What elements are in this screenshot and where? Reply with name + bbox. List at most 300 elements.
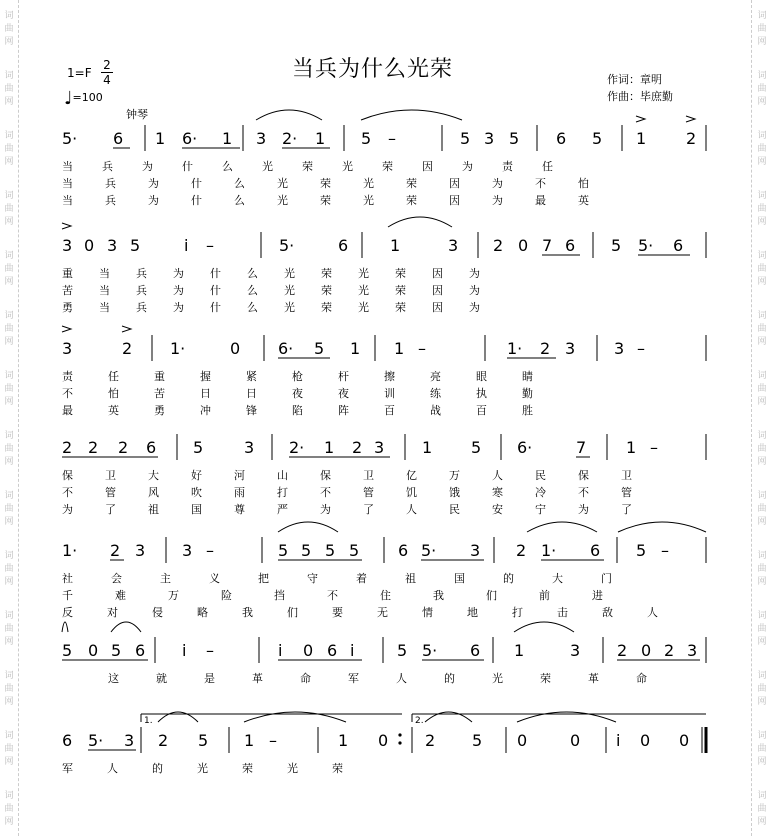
jianpu-note: 2: [540, 339, 551, 358]
jianpu-note: 3: [135, 541, 146, 560]
lyric-char: 日: [200, 387, 211, 400]
lyric-char: 为: [469, 284, 480, 297]
lyric-char: 光: [277, 194, 288, 207]
jianpu-note: 5: [130, 236, 141, 255]
watermark-glyph: 词: [4, 191, 14, 201]
lyric-char: 握: [200, 370, 211, 383]
watermark-glyph: 词: [757, 191, 767, 201]
lyric-char: 么: [234, 194, 245, 207]
lyric-char: 什: [210, 284, 221, 297]
jianpu-note: 5·: [638, 236, 654, 255]
jianpu-note: 6·: [182, 129, 198, 148]
lyric-char: 陷: [292, 404, 303, 417]
lyric-char: 荣: [242, 762, 253, 775]
jianpu-note: 5: [198, 731, 209, 750]
lyric-char: 主: [160, 572, 171, 585]
quarter-note-icon: ♩: [64, 88, 73, 109]
lyric-char: 为: [173, 267, 184, 280]
lyric-char: 兵: [105, 177, 116, 190]
watermark-glyph: 网: [4, 517, 14, 527]
lyric-char: 什: [191, 194, 202, 207]
time-signature-top: 2: [103, 58, 111, 72]
jianpu-note: 3: [448, 236, 459, 255]
repeat-dot: [398, 733, 401, 736]
lyric-char: 山: [277, 469, 288, 482]
watermark-glyph: 网: [4, 757, 14, 767]
lyric-char: 责: [62, 370, 73, 383]
lyric-char: 雨: [234, 486, 245, 499]
jianpu-note: –: [206, 641, 214, 660]
watermark-glyph: 词: [757, 71, 767, 81]
jianpu-note: i: [278, 641, 283, 660]
lyric-char: 亿: [406, 469, 417, 482]
jianpu-note: –: [388, 129, 396, 148]
lyric-char: 民: [449, 503, 460, 516]
watermark-glyph: 词: [4, 371, 14, 381]
lyric-char: 荣: [321, 267, 332, 280]
lyric-char: 略: [197, 606, 208, 619]
lyric-char: 紧: [246, 370, 257, 383]
jianpu-note: 2: [122, 339, 133, 358]
watermark-glyph: 词: [4, 791, 14, 801]
lyric-char: 情: [422, 606, 433, 619]
lyric-char: 光: [284, 267, 295, 280]
lyric-char: 命: [636, 672, 647, 685]
lyric-char: 人: [107, 762, 118, 775]
jianpu-note: 1: [315, 129, 326, 148]
accent-mark: [62, 326, 71, 332]
key-signature: 1=F: [67, 66, 92, 80]
watermark-glyph: 曲: [757, 384, 767, 394]
lyric-char: 夜: [292, 387, 303, 400]
lyric-char: 为: [173, 301, 184, 314]
lyric-char: 千: [62, 589, 73, 602]
lyric-char: 亮: [430, 370, 441, 383]
jianpu-note: 6: [590, 541, 601, 560]
lyric-char: 严: [277, 503, 288, 516]
composer: 作曲：毕庶勤: [607, 90, 673, 103]
lyric-char: 军: [62, 762, 73, 775]
lyric-char: 了: [105, 503, 116, 516]
lyric-char: 荣: [382, 160, 393, 173]
jianpu-note: i: [184, 236, 189, 255]
lyric-char: 卫: [621, 469, 632, 482]
jianpu-note: 5: [460, 129, 471, 148]
lyric-char: 国: [191, 503, 202, 516]
watermark-glyph: 词: [4, 731, 14, 741]
lyric-char: 的: [503, 572, 514, 585]
lyric-char: 们: [287, 606, 298, 619]
lyric-char: 就: [156, 672, 167, 685]
jianpu-note: 5: [193, 438, 204, 457]
lyric-char: 人: [406, 503, 417, 516]
lyric-char: 苦: [154, 387, 165, 400]
lyric-char: 阵: [338, 404, 349, 417]
watermark-glyph: 网: [4, 337, 14, 347]
jianpu-note: 2: [352, 438, 363, 457]
lyric-char: 难: [115, 589, 126, 602]
jianpu-note: 2: [493, 236, 504, 255]
watermark-glyph: 网: [4, 37, 14, 47]
jianpu-note: 5·: [62, 129, 78, 148]
lyric-char: 大: [148, 469, 159, 482]
watermark-glyph: 网: [757, 337, 767, 347]
jianpu-note: 1·: [170, 339, 186, 358]
lyric-char: 大: [552, 572, 563, 585]
lyric-char: 勇: [62, 301, 73, 314]
lyric-char: 光: [287, 762, 298, 775]
watermark-glyph: 网: [757, 397, 767, 407]
jianpu-note: 5: [349, 541, 360, 560]
jianpu-note: 2: [664, 641, 675, 660]
jianpu-note: 5·: [88, 731, 104, 750]
lyric-char: 不: [578, 486, 589, 499]
lyric-char: 当: [62, 194, 73, 207]
jianpu-note: 1: [390, 236, 401, 255]
lyric-char: 什: [191, 177, 202, 190]
jianpu-note: –: [418, 339, 426, 358]
watermark-glyph: 词: [757, 431, 767, 441]
watermark-glyph: 网: [4, 277, 14, 287]
watermark-glyph: 网: [757, 577, 767, 587]
watermark-glyph: 网: [757, 697, 767, 707]
watermark-glyph: 曲: [4, 504, 14, 514]
lyric-char: 荣: [320, 194, 331, 207]
lyric-char: 荣: [321, 301, 332, 314]
lyric-char: 最: [62, 404, 73, 417]
jianpu-note: 3: [124, 731, 135, 750]
watermark-glyph: 词: [4, 311, 14, 321]
lyric-char: 为: [148, 177, 159, 190]
lyric-char: 光: [284, 284, 295, 297]
jianpu-note: 2: [88, 438, 99, 457]
lyric-char: 卫: [105, 469, 116, 482]
watermark-glyph: 网: [757, 517, 767, 527]
jianpu-note: 0: [570, 731, 581, 750]
lyric-char: 最: [535, 194, 546, 207]
lyric-char: 光: [197, 762, 208, 775]
watermark-glyph: 网: [757, 37, 767, 47]
watermark-glyph: 词: [757, 371, 767, 381]
lyric-char: 管: [105, 486, 116, 499]
jianpu-note: –: [206, 541, 214, 560]
lyric-char: 什: [182, 160, 193, 173]
lyric-char: 荣: [321, 284, 332, 297]
watermark-glyph: 曲: [757, 504, 767, 514]
lyric-char: 光: [363, 177, 374, 190]
jianpu-note: 6: [556, 129, 567, 148]
watermark-glyph: 网: [757, 817, 767, 827]
jianpu-note: 3: [565, 339, 576, 358]
jianpu-note: 5·: [279, 236, 295, 255]
lyric-char: 万: [168, 589, 179, 602]
jianpu-note: i: [616, 731, 621, 750]
watermark-glyph: 网: [757, 757, 767, 767]
lyric-char: 险: [221, 589, 232, 602]
accent-mark: [122, 326, 131, 332]
jianpu-note: 1: [222, 129, 233, 148]
jianpu-note: 2: [617, 641, 628, 660]
slur: [618, 522, 706, 532]
lyric-char: 光: [492, 672, 503, 685]
lyric-char: 荣: [395, 284, 406, 297]
watermark-glyph: 曲: [4, 144, 14, 154]
jianpu-note: 5: [111, 641, 122, 660]
lyric-char: 当: [62, 177, 73, 190]
jianpu-note: 5: [611, 236, 622, 255]
accent-mark: [686, 116, 695, 122]
lyric-char: 因: [449, 194, 460, 207]
lyric-char: 不: [62, 387, 73, 400]
lyric-char: 反: [62, 606, 73, 619]
watermark-glyph: 曲: [4, 564, 14, 574]
jianpu-note: 1·: [62, 541, 78, 560]
slur: [278, 522, 338, 532]
lyric-char: 执: [476, 387, 487, 400]
watermark-glyph: 曲: [757, 804, 767, 814]
lyric-char: 锋: [246, 404, 257, 417]
jianpu-note: 0: [378, 731, 389, 750]
lyric-char: 当: [99, 284, 110, 297]
lyric-char: 的: [444, 672, 455, 685]
jianpu-note: 1: [324, 438, 335, 457]
lyric-char: 眼: [476, 370, 487, 383]
watermark-glyph: 词: [757, 491, 767, 501]
jianpu-note: 5: [592, 129, 603, 148]
jianpu-note: 5·: [422, 641, 438, 660]
accent-mark: [62, 223, 71, 229]
jianpu-note: 3: [614, 339, 625, 358]
lyric-char: 安: [492, 503, 503, 516]
lyric-char: 光: [262, 160, 273, 173]
lyric-char: 河: [234, 469, 245, 482]
lyric-char: 兵: [136, 267, 147, 280]
watermark-glyph: 词: [757, 731, 767, 741]
jianpu-note: 0: [230, 339, 241, 358]
jianpu-note: 0: [679, 731, 690, 750]
lyric-char: 光: [342, 160, 353, 173]
lyric-char: 么: [247, 267, 258, 280]
lyric-char: 把: [258, 572, 269, 585]
jianpu-note: 5·: [421, 541, 437, 560]
slur: [62, 622, 68, 632]
lyric-char: 擦: [384, 370, 395, 383]
volta-1-label: 1.: [144, 716, 153, 726]
lyric-char: 打: [512, 606, 523, 619]
lyric-char: 光: [358, 301, 369, 314]
lyric-char: 么: [234, 177, 245, 190]
watermark-glyph: 词: [757, 551, 767, 561]
lyric-char: 门: [601, 572, 612, 585]
jianpu-note: 3: [687, 641, 698, 660]
lyric-char: 为: [492, 177, 503, 190]
jianpu-note: 1: [626, 438, 637, 457]
tempo-value: =100: [72, 91, 103, 104]
lyric-char: 义: [209, 572, 220, 585]
watermark-glyph: 曲: [4, 804, 14, 814]
jianpu-note: –: [206, 236, 214, 255]
lyric-char: 兵: [136, 301, 147, 314]
lyric-char: 为: [469, 267, 480, 280]
jianpu-note: 5: [636, 541, 647, 560]
jianpu-note: 0: [88, 641, 99, 660]
lyric-char: 守: [307, 572, 318, 585]
lyric-char: 宁: [535, 503, 546, 516]
jianpu-note: 1: [394, 339, 405, 358]
lyric-char: 练: [430, 387, 441, 400]
lyric-char: 光: [358, 267, 369, 280]
lyric-char: 因: [422, 160, 433, 173]
lyric-char: 因: [432, 301, 443, 314]
watermark-glyph: 曲: [4, 444, 14, 454]
lyric-char: 怕: [108, 387, 119, 400]
lyric-char: 荣: [332, 762, 343, 775]
jianpu-note: 5: [62, 641, 73, 660]
lyric-char: 饿: [449, 486, 460, 499]
lyric-char: 不: [327, 589, 338, 602]
jianpu-note: 2: [686, 129, 697, 148]
watermark-glyph: 网: [4, 157, 14, 167]
lyric-char: 当: [99, 301, 110, 314]
lyric-char: 了: [363, 503, 374, 516]
watermark-glyph: 网: [757, 217, 767, 227]
lyric-char: 卫: [363, 469, 374, 482]
lyric-char: 荣: [320, 177, 331, 190]
lyric-char: 怕: [578, 177, 589, 190]
lyric-char: 当: [99, 267, 110, 280]
lyric-char: 命: [300, 672, 311, 685]
lyric-char: 着: [356, 572, 367, 585]
watermark-glyph: 网: [757, 457, 767, 467]
jianpu-note: i: [350, 641, 355, 660]
jianpu-note: 3: [62, 339, 73, 358]
watermark-glyph: 网: [757, 157, 767, 167]
lyric-char: 为: [142, 160, 153, 173]
watermark-glyph: 网: [4, 397, 14, 407]
watermark-glyph: 曲: [4, 264, 14, 274]
lyric-char: 革: [588, 672, 599, 685]
lyric-char: 保: [578, 469, 589, 482]
jianpu-note: –: [650, 438, 658, 457]
lyric-char: 勤: [522, 387, 533, 400]
jianpu-note: –: [661, 541, 669, 560]
lyric-char: 英: [108, 404, 119, 417]
accent-mark: [636, 116, 645, 122]
jianpu-note: 0: [84, 236, 95, 255]
jianpu-note: i: [182, 641, 187, 660]
lyric-char: 无: [377, 606, 388, 619]
lyric-char: 训: [384, 387, 395, 400]
jianpu-note: 7: [542, 236, 553, 255]
slur: [514, 622, 574, 632]
jianpu-note: 7: [576, 438, 587, 457]
lyric-char: 祖: [405, 572, 416, 585]
lyric-char: 勇: [154, 404, 165, 417]
jianpu-note: 0: [640, 731, 651, 750]
jianpu-note: 6: [327, 641, 338, 660]
watermark-glyph: 词: [4, 11, 14, 21]
watermark-glyph: 词: [757, 11, 767, 21]
lyric-char: 因: [432, 284, 443, 297]
lyric-char: 光: [363, 194, 374, 207]
lyric-char: 为: [148, 194, 159, 207]
lyric-char: 对: [107, 606, 118, 619]
lyric-char: 重: [154, 370, 165, 383]
watermark-glyph: 曲: [757, 24, 767, 34]
watermark-glyph: 曲: [4, 684, 14, 694]
watermark-glyph: 曲: [4, 384, 14, 394]
jianpu-note: –: [269, 731, 277, 750]
song-title: 当兵为什么光荣: [291, 57, 453, 82]
lyric-char: 前: [539, 589, 550, 602]
lyric-char: 荣: [302, 160, 313, 173]
lyric-char: 国: [454, 572, 465, 585]
watermark-glyph: 网: [4, 637, 14, 647]
lyric-char: 光: [277, 177, 288, 190]
lyric-char: 苦: [62, 284, 73, 297]
jianpu-note: 6: [398, 541, 409, 560]
lyric-char: 因: [449, 177, 460, 190]
lyric-char: 任: [108, 370, 119, 383]
lyric-char: 人: [396, 672, 407, 685]
lyric-char: 为: [578, 503, 589, 516]
slur: [361, 110, 462, 120]
watermark-glyph: 词: [4, 671, 14, 681]
watermark-glyph: 曲: [4, 204, 14, 214]
lyric-char: 要: [332, 606, 343, 619]
lyric-char: 为: [62, 503, 73, 516]
lyric-char: 的: [152, 762, 163, 775]
jianpu-note: 3: [62, 236, 73, 255]
lyric-char: 万: [449, 469, 460, 482]
jianpu-note: 5: [471, 438, 482, 457]
jianpu-note: 1: [338, 731, 349, 750]
watermark-glyph: 网: [4, 457, 14, 467]
watermark-glyph: 词: [757, 611, 767, 621]
watermark-glyph: 曲: [757, 204, 767, 214]
lyric-char: 打: [277, 486, 288, 499]
lyric-char: 人: [492, 469, 503, 482]
lyric-char: 挡: [274, 589, 285, 602]
watermark-glyph: 网: [4, 217, 14, 227]
lyric-char: 枪: [292, 370, 303, 383]
jianpu-note: 1: [514, 641, 525, 660]
jianpu-note: 2: [62, 438, 73, 457]
lyric-char: 尊: [234, 503, 245, 516]
watermark-glyph: 曲: [757, 444, 767, 454]
jianpu-note: 2: [425, 731, 436, 750]
watermark-glyph: 词: [757, 311, 767, 321]
jianpu-note: 3: [470, 541, 481, 560]
lyric-char: 了: [621, 503, 632, 516]
watermark-glyph: 词: [4, 431, 14, 441]
watermark-glyph: 网: [4, 817, 14, 827]
lyric-char: 兵: [105, 194, 116, 207]
jianpu-note: 6: [338, 236, 349, 255]
jianpu-note: 3: [244, 438, 255, 457]
lyric-char: 住: [380, 589, 391, 602]
lyric-char: 责: [502, 160, 513, 173]
watermark-glyph: 曲: [757, 564, 767, 574]
watermark-glyph: 网: [757, 277, 767, 287]
lyric-char: 光: [358, 284, 369, 297]
lyric-char: 不: [62, 486, 73, 499]
watermark-glyph: 曲: [757, 84, 767, 94]
lyric-char: 民: [535, 469, 546, 482]
lyric-char: 为: [469, 301, 480, 314]
lyric-char: 冷: [535, 486, 546, 499]
watermark-glyph: 词: [757, 671, 767, 681]
